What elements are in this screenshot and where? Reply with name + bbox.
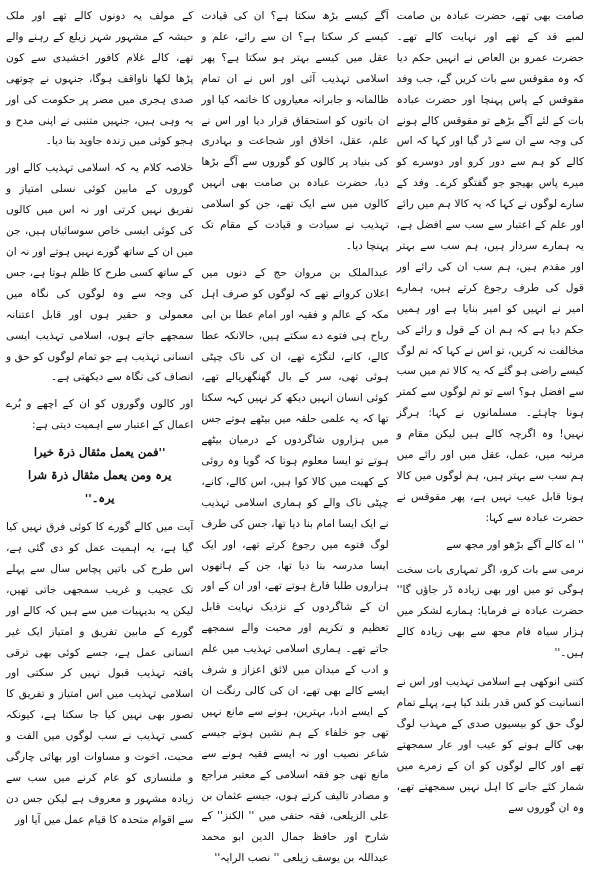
column-right [397,6,584,813]
arabic-verse-line: ''فمن یعمل مثقال ذرۃ خیرا [33,445,166,460]
paragraph: خلاصہ کلام یہ کہ اسلامی تہذیب کالے اور گوروں کے مابین کوئی نسلی امتیاز و تفریق نہیں کرتی اور نہ اس میں کالوں کی کوئی ایسی خاص سوسائیاں ہیں، جن میں ان کے ساتھ گورے نہیں ہوتے اور نہ ان کے ساتھ کسی طرح کا ظلم ہوتا ہے، جس کی وجہ سے وہ لوگوں کی نگاہ میں معمولی و حقیر ہوں اور قابل اعتنانہ سمجھے جاتے ہوں، اسلامی تہذیب ایسی انسانی تہذیب ہے جو تمام لوگوں کو حق و انصاف کی نگاہ سے دیکھتی ہے۔ [6,162,194,384]
paragraph: عبدالملک بن مروان حج کے دنوں میں اعلان کرواتے تھے کہ لوگوں کو صرف اہل مکہ کے عالم و فقیہ اور امام عطا بن ابی رباح ہی فتوے دے سکتے ہیں، حالانکہ عطا کالے، کانے، لنگڑے تھے، ان کی ناک چپٹی ہوئی تھی، سر کے بال گھنگھریالے تھے، کوئی انسان انہیں دیکھ کر نہیں کہہ سکتا تھا کہ یہ علمی حلقہ میں بیٹھے ہوتے جس میں ہزاروں شاگردوں کے درمیان بیٹھے ہوتے تو ایسا معلوم ہوتا کہ گویا وہ روئی کے کھیت میں کالا کوا ہیں، اس کالے، کانے، چپٹی ناک والے کو ہماری اسلامی تہذیب نے ایک ایسا امام بنا دیا تھا، جس کی طرف لوگ فتوے میں رجوع کرتے تھے، اور ایک ایسا مدرسہ بنا دیا تھا، جن کے ہاتھوں ہزاروں طلبا فارغ ہوتے تھے، اور ان کے اور ان کے شاگردوں کے نزدیک نہایت قابل تعظیم و تکریم اور محبت والے سمجھے جاتے تھے۔ ہماری اسلامی تہذیب میں علم و ادب کے میدان میں لائق اعزاز و شرف ایسے کالے بھی تھے، ان کی کالی رنگت ان کے ایسے ادبا، بہترین، ہونے سے مانع نہیں تھی جو خلفاء کے ہم نشین ہوتے جیسے شاعر نصیب اور نہ ایسے فقیہ ہونے سے مانع تھی جو فقہ اسلامی کے معتبر مراجع و مصادر تالیف کرتے ہوں، جیسے عثمان بن علی الزیلعی، فقہ حنفی میں '' الکنز'' کے شارح اور حافظ جمال الدین ابو محمد عبداللہ بن یوسف زیلعی '' نصب الرایہ'' [201,266,389,865]
quote-continuation: نرمی سے بات کرو، اگر تمہاری بات سخت ہوگی تو میں اور بھی زیادہ ڈر جاؤں گا'' حضرت عبادہ نے فرمایا: ہمارے لشکر میں ہزار سیاہ فام مجھ سے بھی زیادہ کالے ہیں۔'' [396,563,584,660]
column-left [6,6,194,826]
paragraph: آگے کیسے بڑھ سکتا ہے؟ ان کی قیادت کیسے کر سکتا ہے؟ ان سے رائے، علم و عقل میں کیسے بہتر ہو سکتا ہے؟ پھر اسلامی تہذیب آئی اور اس نے ان تمام ظالمانہ و جابرانہ معیاروں کا خاتمہ کیا اور ان باتوں کو استحقاق قرار دیا اور اس نے علم، عقل، اخلاق اور شجاعت و بہادری کی بنیاد پر کالوں کو گوروں سے آگے بڑھا دیا، حضرت عبادہ بن صامت بھی انہیں کالوں میں سے ایک تھے، جن کو اسلامی تہذیب نے سیادت و قیادت کے مقام تک پہنچا دیا۔ [201,10,389,252]
paragraph: آیت میں کالے گورے کا کوئی فرق نہیں کیا گیا ہے، یہ اہمیت عمل کو دی گئی ہے، اس طرح کی باتیں پچاس سال سے پہلے تک عجیب و غریب سمجھی جاتی تھیں، لیکن یہ بدیہیات میں سے ہیں کہ کالے اور گورے کے مابین تفریق و امتیاز ایک غیر انسانی عمل ہے، جسے کوئی بھی ترقی یافتہ تہذیب قبول نہیں کر سکتی اور اسلامی تہذیب میں اس امتیاز و تفریق کا تصور بھی نہیں کیا جا سکتا ہے، کیونکہ کسی تہذیب نے سب لوگوں میں الفت و محبت، اخوت و مساوات اور بھائی چارگی و ملنساری کو عام کرنے میں سب سے زیادہ مشہور و معروف ہے لیکن جس دن سے اقوام متحدہ کا قیام عمل میں آیا اور [6,521,194,826]
paragraph: کتنی انوکھی ہے اسلامی تہذیب اور اس نے انسانیت کو کس قدر بلند کیا ہے، پہلے تمام لوگ حق کو بیسیوں صدی کے مہذب لوگ بھی کالے ہونے کو عیب اور عار سمجھتے تھے اور کالے لوگوں کو ان کے زمرے میں شمار کئے جانے کا اہل نہیں سمجھتے تھے، وہ ان گوروں سے [396,676,584,814]
paragraph: صامت بھی تھے، حضرت عبادہ بن صامت لمبے قد کے تھے اور نہایت کالے تھے۔ حضرت عمرو بن العاص نے انہیں حکم دیا کہ وہ مقوقس سے بات کریں گے، جب وفد مقوقس کے پاس پہنچا اور حضرت عبادہ بات کے لئے آگے بڑھے تو مقوقس کالے ہونے کی وجہ سے ان سے ڈر گیا اور کہا کہ اس کالے کو ہم سے دور کرو اور دوسرے کو میرے پاس بھیجو جو گفتگو کرے۔ وفد کے سارے لوگوں نے کہا کہ یہ کالا ہم میں رائے اور علم کے اعتبار سے سب سے افضل ہے، یہ ہمارے سردار ہیں، ہم سب سے بہتر اور مقدم ہیں، ہم سب ان کی رائے اور قول کی طرف رجوع کرتے ہیں، ہمارے امیر نے انہیں کو امیر بنایا ہے اور ہمیں حکم دیا ہے کہ ہم ان کے قول و رائے کی مخالفت نہ کریں، تو اس نے کہا کہ تم لوگ کیسے راضی ہو گئے کہ یہ کالا تم میں سب سے افضل ہو؟ اسے تو تم لوگوں سے کمتر ہونا چاہئے۔ مسلمانوں نے کہا: ہرگز نہیں! وہ اگرچہ کالے ہیں لیکن مقام و مرتبہ میں، عمل، عقل میں اور رائے میں ہم سب سے بہتر ہیں، ہم لوگوں میں کالا ہونا قابل عیب نہیں ہے، پھر مقوقس نے حضرت عبادہ سے کہا: [396,10,584,524]
arabic-verse-line: یرہ۔'' [84,491,115,506]
column-middle [201,6,389,865]
arabic-verse-line: یرہ ومن یعمل مثقال ذرۃ شرا [27,468,172,483]
paragraph: کے مولف یہ دونوں کالے تھے اور ملک حبشہ کے مشہور شہر زیلع کے رہنے والے تھے، کالے غلام کافور اخشیدی سے کون پڑھا لکھا ناواقف ہوگا، جنہوں نے چوتھی صدی ہجری میں مصر پر حکومت کی اور یہ وہی ہیں، جنہیں متنبی نے اپنی مدح و ہجو کوئی میں زندہ جاوید بنا دیا۔ [6,10,194,148]
quote-line: '' اے کالے آگے بڑھو اور مجھ سے [446,538,584,551]
paragraph: اور کالوں وگوروں کو ان کے اچھے و بُرے اعمال کے اعتبار سے اہمیت دیتی ہے: [6,398,194,432]
